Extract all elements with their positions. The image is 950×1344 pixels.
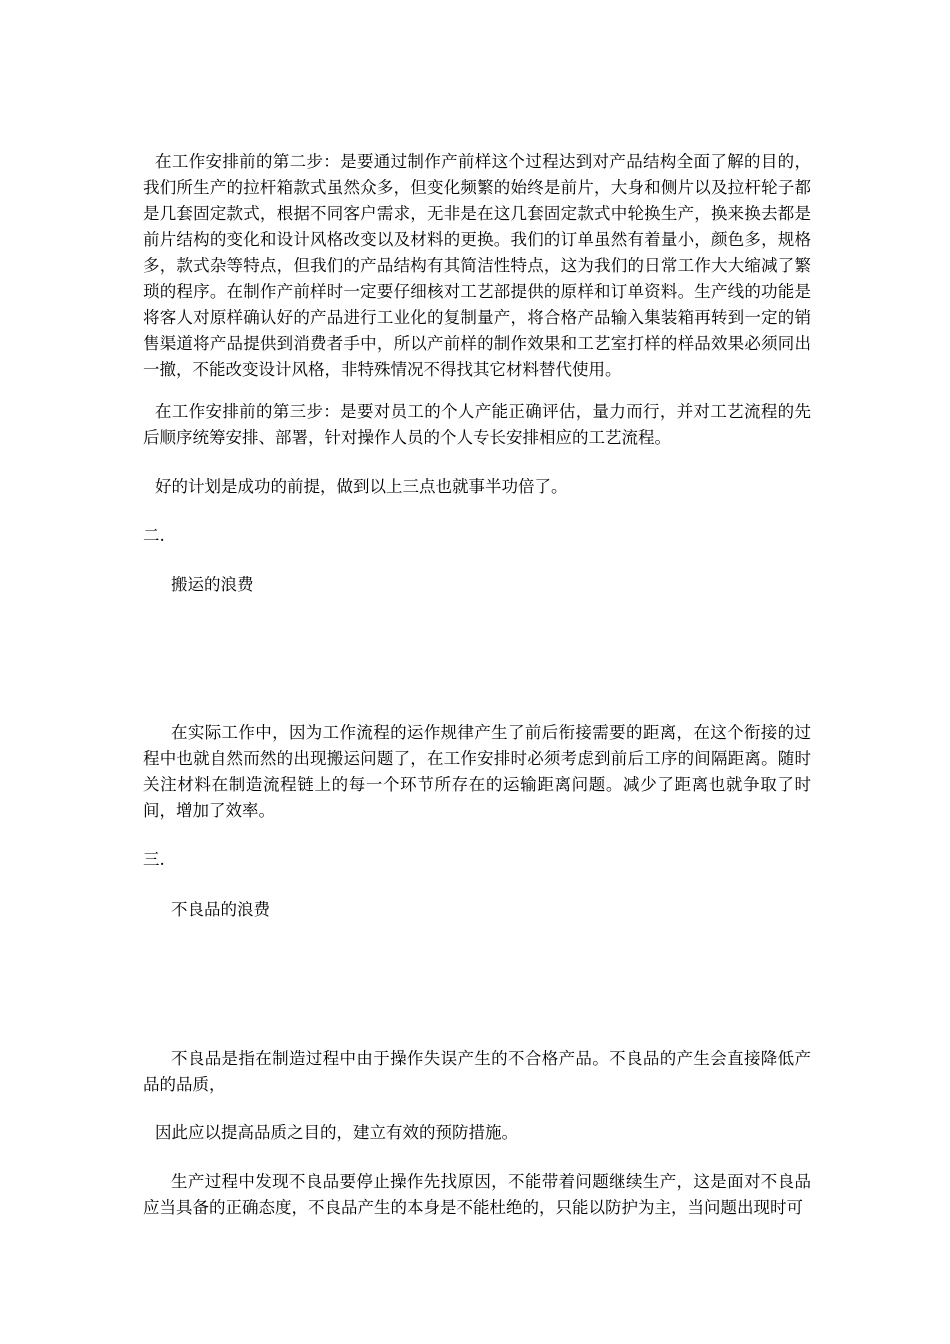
- paragraph-defect-handling: 生产过程中发现不良品要停止操作先找原因，不能带着问题继续生产，这是面对不良品应当具备的正确态度，不良品产生的本身是不能杜绝的，只能以防护为主，当问题出现时可: [143, 1172, 811, 1217]
- section-title-transport-waste: 搬运的浪费: [171, 575, 254, 594]
- paragraph-defect-definition: 不良品是指在制造过程中由于操作失误产生的不合格产品。不良品的产生会直接降低产品的品质，: [143, 1049, 811, 1094]
- paragraph-transport: 在实际工作中，因为工作流程的运作规律产生了前后衔接需要的距离，在这个衔接的过程中也就自然而然的出现搬运问题了，在工作安排时必须考虑到前后工序的间隔距离。随时关注材料在制造流程链上的每一个环节所存在的运输距离问题。减少了距离也就争取了时间，增加了效率。: [143, 723, 811, 820]
- paragraph-step-two: 在工作安排前的第二步：是要通过制作产前样这个过程达到对产品结构全面了解的目的，我们所生产的拉杆箱款式虽然众多，但变化频繁的始终是前片，大身和侧片以及拉杆轮子都是几套固定款式，根据不同客户需求，无非是在这几套固定款式中轮换生产，换来换去都是前片结构的变化和设计风格改变以及材料的更换。我们的订单虽然有着量小，颜色多，规格多，款式杂等特点，但我们的产品结构有其简洁性特点，这为我们的日常工作大大缩减了繁琐的程序。在制作产前样时一定要仔细核对工艺部提供的原样和订单资料。生产线的功能是将客人对原样确认好的产品进行工业化的复制量产，将合格产品输入集装箱再转到一定的销售渠道将产品提供到消费者手中，所以产前样的制作效果和工艺室打样的样品效果必须同出一撤，不能改变设计风格，非特殊情况不得找其它材料替代使用。: [143, 152, 811, 379]
- paragraph-step-three: 在工作安排前的第三步：是要对员工的个人产能正确评估，量力而行，并对工艺流程的先后顺序统筹安排、部署，针对操作人员的个人专长安排相应的工艺流程。: [143, 402, 811, 447]
- section-title-defect-waste: 不良品的浪费: [171, 900, 270, 919]
- section-number-two: 二.: [143, 526, 165, 545]
- section-number-three: 三.: [143, 850, 165, 869]
- paragraph-defect-prevention: 因此应以提高品质之目的，建立有效的预防措施。: [155, 1123, 518, 1142]
- paragraph-summary: 好的计划是成功的前提，做到以上三点也就事半功倍了。: [155, 477, 568, 496]
